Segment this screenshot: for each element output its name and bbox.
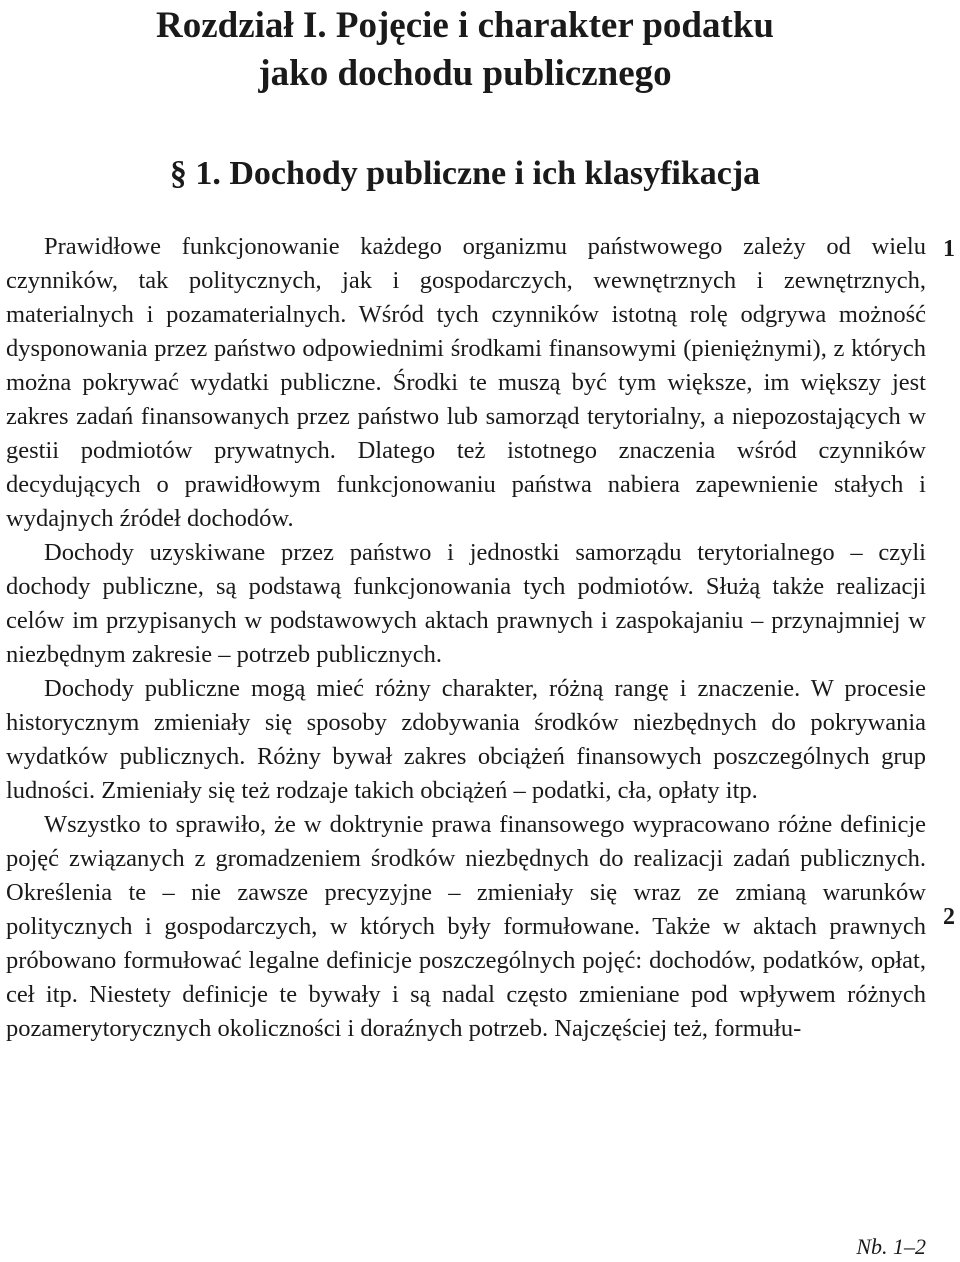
footer-marginal-reference: Nb. 1–2 [856,1234,926,1259]
paragraph-3: Dochody publiczne mogą mieć różny charakter, różną rangę i znaczenie. W procesie historycznym zmieniały się sposoby zdobywania środków niezbędnych do pokrywania wydatków publicznych. Różny bywał zakres obciążeń finansowych poszczególnych grup ludności. Zmieniały się też rodzaje takich obciążeń – podatki, cła, opłaty itp. [6,675,926,804]
body-text [6,230,926,1046]
paragraph-2: Dochody uzyskiwane przez państwo i jednostki samorządu terytorialnego – czyli dochody publiczne, są podstawą funkcjonowania tych podmiotów. Służą także realizacji celów im przypisanych w podstawowych aktach prawnych i zaspokajaniu – przynajmniej w niezbędnym zakresie – potrzeb publicznych. [6,539,926,668]
paragraph-1: Prawidłowe funkcjonowanie każdego organizmu państwowego zależy od wielu czynników, tak politycznych, jak i gospodarczych, wewnętrznych i zewnętrznych, materialnych i pozamaterialnych. Wśród tych czynników istotną rolę odgrywa możność dysponowania przez państwo odpowiednimi środkami finansowymi (pieniężnymi), z których można pokrywać wydatki publiczne. Środki te muszą być tym większe, im większy jest zakres zadań finansowanych przez państwo lub samorząd terytorialny, a niepozostających w gestii podmiotów prywatnych. Dlatego też istotnego znaczenia wśród czynników decydujących o prawidłowym funkcjonowaniu państwa nabiera zapewnienie stałych i wydajnych źródeł dochodów. [6,233,926,532]
chapter-title-line-2: jako dochodu publicznego [258,53,672,94]
section-title: § 1. Dochody publiczne i ich klasyfikacja [169,155,761,192]
chapter-title-line-1: Rozdział I. Pojęcie i charakter podatku [156,5,774,46]
chapter-title [0,2,930,98]
paragraph-4: Wszystko to sprawiło, że w doktrynie prawa finansowego wypracowano różne definicje pojęć związanych z gromadzeniem środków niezbędnych do realizacji zadań publicznych. Określenia te – nie zawsze precyzyjne – zmieniały się wraz ze zmianą warunków politycznych i gospodarczych, w których były formułowane. Także w aktach prawnych próbowano formułować legalne definicje poszczególnych pojęć: dochodów, podatków, opłat, ceł itp. Niestety definicje te bywały i są nadal często zmieniane pod wpływem różnych pozamerytorycznych okoliczności i doraźnych potrzeb. Najczęściej też, formułu- [6,811,926,1042]
margin-number-1: 1 [943,236,955,262]
margin-number-2: 2 [943,904,955,930]
